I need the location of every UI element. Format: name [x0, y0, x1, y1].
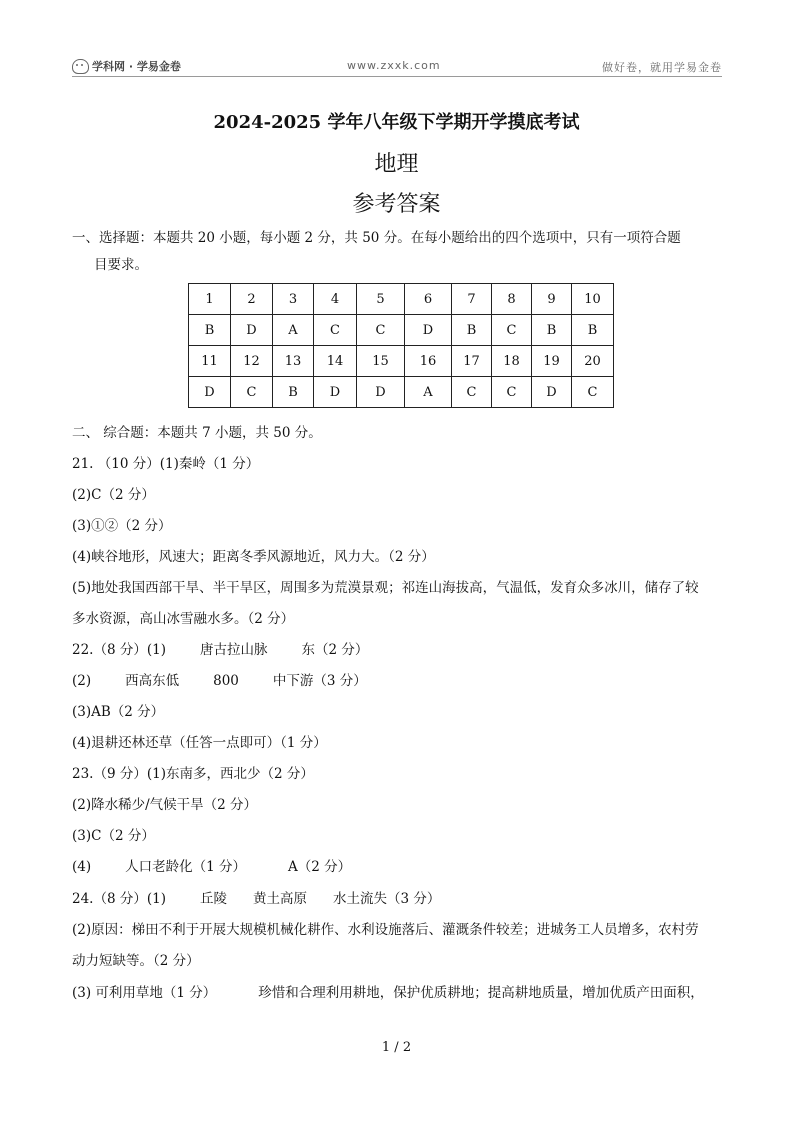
question-number-cell: 20 — [572, 346, 614, 377]
q21-line1: 21. （10 分）(1)秦岭（1 分） — [72, 456, 260, 472]
q23-line1: 23.（9 分）(1)东南多，西北少（2 分） — [72, 766, 314, 782]
question-number-cell: 1 — [189, 284, 231, 315]
table-row — [189, 377, 614, 408]
q21-line6: 多水资源，高山冰雪融水多。（2 分） — [72, 611, 295, 627]
q23-line4-prefix: (4) — [72, 859, 92, 875]
q21-line2: (2)C（2 分） — [72, 487, 155, 503]
logo-icon — [72, 59, 89, 74]
q24-line3: 动力短缺等。（2 分） — [72, 953, 200, 969]
q22-line2 — [72, 669, 367, 689]
q24-line1 — [72, 887, 440, 907]
answer-cell: B — [189, 315, 231, 346]
section-choice-line2: 目要求。 — [94, 257, 148, 273]
answer-cell: B — [532, 315, 572, 346]
answer-key-title: 参考答案 — [352, 192, 441, 217]
brand-logo — [72, 58, 181, 74]
q21-line5: (5)地处我国西部干旱、半干旱区，周围多为荒漠景观；祁连山海拔高，气温低，发育众多冰川，储存了较 — [72, 580, 699, 596]
q24-line2: (2)原因：梯田不利于开展大规模机械化耕作、水利设施落后、灌溉条件较差；进城务工人员增多，农村劳 — [72, 922, 699, 938]
answer-cell: A — [273, 315, 314, 346]
q22-answer-elevation: 800 — [213, 673, 239, 689]
q24-answer-plateau: 黄土高原 — [252, 891, 307, 907]
page-header — [72, 58, 722, 76]
q22-answer-terrain: 西高东低 — [125, 673, 180, 689]
section-choice-line1: 一、选择题：本题共 20 小题，每小题 2 分，共 50 分。在每小题给出的四个选项中，只有一项符合题 — [72, 230, 681, 246]
answer-table — [188, 283, 614, 408]
answer-cell: C — [452, 377, 492, 408]
answer-cell: D — [189, 377, 231, 408]
q22-line1 — [72, 638, 368, 658]
q23-line2: (2)降水稀少/气候干旱（2 分） — [72, 797, 258, 813]
q22-answer-reach: 中下游（3 分） — [272, 673, 367, 689]
answer-cell: D — [357, 377, 405, 408]
q22-answer-direction: 东（2 分） — [301, 642, 369, 658]
q24-answer-measures: 珍惜和合理利用耕地，保护优质耕地；提高耕地质量，增加优质产田面积， — [258, 985, 704, 1001]
answer-cell: A — [405, 377, 452, 408]
question-number-cell: 15 — [357, 346, 405, 377]
q23-line4 — [72, 855, 351, 875]
section-composite-heading: 二、 综合题：本题共 7 小题，共 50 分。 — [72, 425, 322, 441]
answer-cell: C — [231, 377, 273, 408]
answer-cell: C — [357, 315, 405, 346]
question-number-cell: 17 — [452, 346, 492, 377]
header-divider — [72, 76, 722, 77]
q22-answer-range: 唐古拉山脉 — [199, 642, 268, 658]
answer-cell: C — [492, 377, 532, 408]
q22-line2-prefix: (2) — [72, 673, 92, 689]
question-number-cell: 16 — [405, 346, 452, 377]
q24-answer-erosion: 水土流失（3 分） — [332, 891, 441, 907]
answer-cell: B — [452, 315, 492, 346]
answer-cell: B — [273, 377, 314, 408]
q21-line3: (3)①②（2 分） — [72, 518, 172, 534]
section-choice-heading — [72, 228, 722, 275]
q22-line4: (4)退耕还林还草（任答一点即可）（1 分） — [72, 735, 327, 751]
question-number-cell: 18 — [492, 346, 532, 377]
header-slogan: 做好卷，就用学易金卷 — [602, 61, 722, 74]
table-row — [189, 346, 614, 377]
question-number-cell: 14 — [314, 346, 357, 377]
question-number-cell: 11 — [189, 346, 231, 377]
question-number-cell: 4 — [314, 284, 357, 315]
question-number-cell: 10 — [572, 284, 614, 315]
question-number-cell: 8 — [492, 284, 532, 315]
table-row — [189, 315, 614, 346]
q24-answer-hills: 丘陵 — [199, 891, 227, 907]
question-number-cell: 3 — [273, 284, 314, 315]
answer-cell: C — [572, 377, 614, 408]
q21-line4: (4)峡谷地形，风速大；距离冬季风源地近，风力大。（2 分） — [72, 549, 435, 565]
question-number-cell: 5 — [357, 284, 405, 315]
q22-line3: (3)AB（2 分） — [72, 704, 165, 720]
question-number-cell: 13 — [273, 346, 314, 377]
page-number: 1 / 2 — [381, 1040, 412, 1055]
answer-cell: D — [405, 315, 452, 346]
q23-line3: (3)C（2 分） — [72, 828, 155, 844]
answer-cell: D — [231, 315, 273, 346]
subject-title: 地理 — [374, 152, 419, 177]
question-number-cell: 7 — [452, 284, 492, 315]
q22-line1-prefix: 22.（8 分）(1) — [72, 642, 166, 658]
q23-answer-choice: A（2 分） — [288, 859, 352, 875]
question-number-cell: 9 — [532, 284, 572, 315]
answer-cell: C — [492, 315, 532, 346]
answer-cell: D — [532, 377, 572, 408]
question-number-cell: 19 — [532, 346, 572, 377]
q24-line1-prefix: 24.（8 分）(1) — [72, 891, 166, 907]
q24-line4 — [72, 981, 704, 1001]
exam-title: 2024-2025 学年八年级下学期开学摸底考试 — [213, 112, 580, 133]
table-row — [189, 284, 614, 315]
answer-cell: B — [572, 315, 614, 346]
question-number-cell: 6 — [405, 284, 452, 315]
answer-cell: D — [314, 377, 357, 408]
logo-text: 学科网 · 学易金卷 — [92, 60, 181, 73]
answer-cell: C — [314, 315, 357, 346]
question-number-cell: 2 — [231, 284, 273, 315]
site-url: www.zxxk.com — [347, 59, 441, 72]
q24-line4-prefix: (3) 可利用草地（1 分） — [72, 985, 217, 1001]
question-number-cell: 12 — [231, 346, 273, 377]
q23-answer-aging: 人口老龄化（1 分） — [125, 859, 247, 875]
